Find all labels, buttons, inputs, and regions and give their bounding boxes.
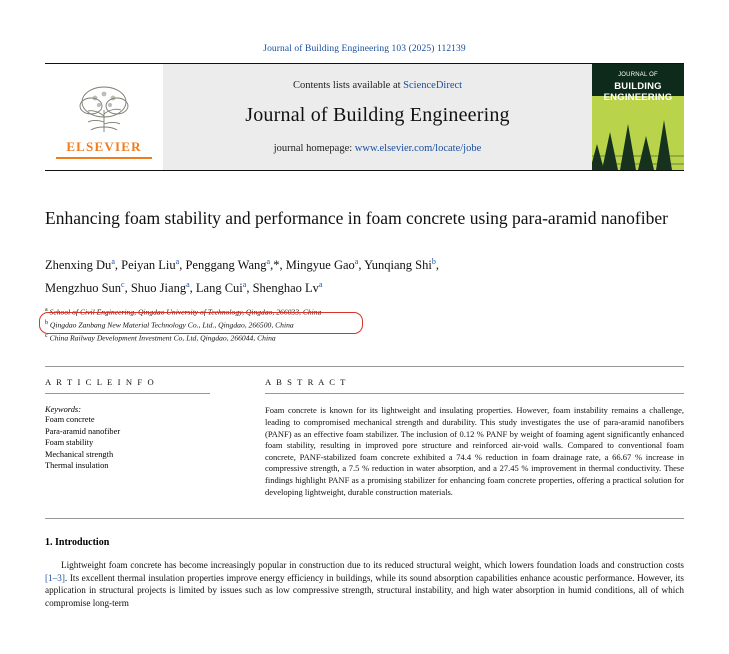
cover-title	[592, 70, 684, 103]
article-info-heading: A R T I C L E I N F O	[45, 377, 156, 388]
section-divider-top	[45, 366, 684, 367]
affiliation-b: $^b$ Qingdao Zanbang New Material Technology Co., Ltd., Qingdao, 266500, China	[45, 320, 294, 330]
journal-reference: Journal of Building Engineering 103 (2025) 112139	[263, 44, 466, 54]
keyword-item: Foam concrete	[45, 415, 95, 425]
author-list	[45, 252, 684, 298]
info-abstract-columns	[45, 377, 684, 498]
section-divider-bottom	[45, 518, 684, 519]
keyword-item: Foam stability	[45, 438, 94, 448]
cover-line-2: BUILDING	[614, 81, 662, 92]
intro-text-part2: . Its excellent thermal insulation properties improve energy efficiency in buildings, while its sound absorption capabilities enhance acoustic performance. However, its application in structural projects is limited by issues such as low compressive strength, structural instability, and high water absorption in humid conditions, all of which compromise long-term	[45, 572, 684, 608]
publisher-rule	[56, 157, 152, 159]
page-title: Enhancing foam stability and performance in foam concrete using para-aramid nanofiber	[45, 208, 668, 228]
masthead-center	[163, 64, 592, 170]
intro-text-part1: Lightweight foam concrete has become increasingly popular in construction due to its reduced structural weight, which lowers foundation loads and construction costs	[61, 560, 684, 571]
publisher-name: ELSEVIER	[66, 138, 142, 154]
author-line-1: Zhenxing Du$^a$, Peiyan Liu$^a$, Penggang Wang$^a$,*, Mingyue Gao$^a$, Yunqiang Shi$^b$,	[45, 257, 439, 273]
cover-artwork	[592, 96, 684, 170]
cover-pattern-icon	[592, 96, 684, 170]
cover-line-3: ENGINEERING	[603, 92, 673, 103]
affiliation-a: $^a$ School of Civil Engineering, Qingdao University of Technology, Qingdao, 266033, China	[45, 307, 322, 317]
contents-line	[293, 80, 462, 91]
abstract-rule	[265, 393, 684, 394]
homepage-prefix: journal homepage:	[273, 143, 355, 154]
keyword-item: Mechanical strength	[45, 449, 114, 459]
affiliations	[45, 305, 684, 344]
article-info-rule	[45, 393, 210, 394]
introduction-heading: 1. Introduction	[45, 537, 110, 549]
sciencedirect-link[interactable]: ScienceDirect	[403, 80, 463, 91]
publisher-logo	[45, 64, 163, 170]
abstract-column	[235, 377, 684, 498]
abstract-text: Foam concrete is known for its lightweight and insulating properties. However, foam instability remains a challenge, leading to compromised mechanical strength and durability. This study investigates the use of para-aramid nanofibers (PANF) as an effective foam stabilizer. The inclusion of 0.12 % PANF by weight of foaming agent significantly enhanced foam stability, resulting in improved pore structure and reinforced air-void walls. Compared to conventional foam concrete, PANF-stabilized foam concrete exhibited a 74.4 % reduction in foam drainage rate, a 66.67 % increase in compressive strength, a 7.5 % reduction in water absorption, and a 27.45 % improvement in thermal conductivity. These findings highlight PANF as a promising stabilizer for enhancing foam concrete properties, offering a practical solution for developing lightweight, durable construction materials.	[265, 405, 684, 497]
cover-line-1: JOURNAL OF	[618, 72, 658, 78]
homepage-line	[274, 143, 482, 154]
paper-content	[45, 206, 684, 610]
affiliation-c: $^c$ China Railway Development Investment Co, Ltd, Qingdao, 266044, China	[45, 333, 276, 343]
journal-homepage-link[interactable]: www.elsevier.com/locate/jobe	[354, 143, 482, 154]
keyword-item: Para-aramid nanofiber	[45, 426, 121, 436]
journal-masthead	[45, 63, 684, 171]
author-line-2: Mengzhuo Sun$^c$, Shuo Jiang$^a$, Lang Cui$^a$, Shenghao Lv$^a$	[45, 280, 323, 296]
journal-cover-image	[592, 64, 684, 170]
abstract-heading: A B S T R A C T	[265, 377, 348, 388]
introduction-paragraph	[45, 559, 684, 609]
journal-title: Journal of Building Engineering	[245, 104, 510, 126]
contents-prefix: Contents lists available at	[292, 80, 404, 91]
article-info-column	[45, 377, 235, 498]
keywords-label: Keywords:	[45, 405, 81, 415]
citation-link[interactable]: [1–3]	[45, 572, 65, 583]
elsevier-tree-icon	[71, 80, 137, 136]
keyword-item: Thermal insulation	[45, 461, 109, 471]
